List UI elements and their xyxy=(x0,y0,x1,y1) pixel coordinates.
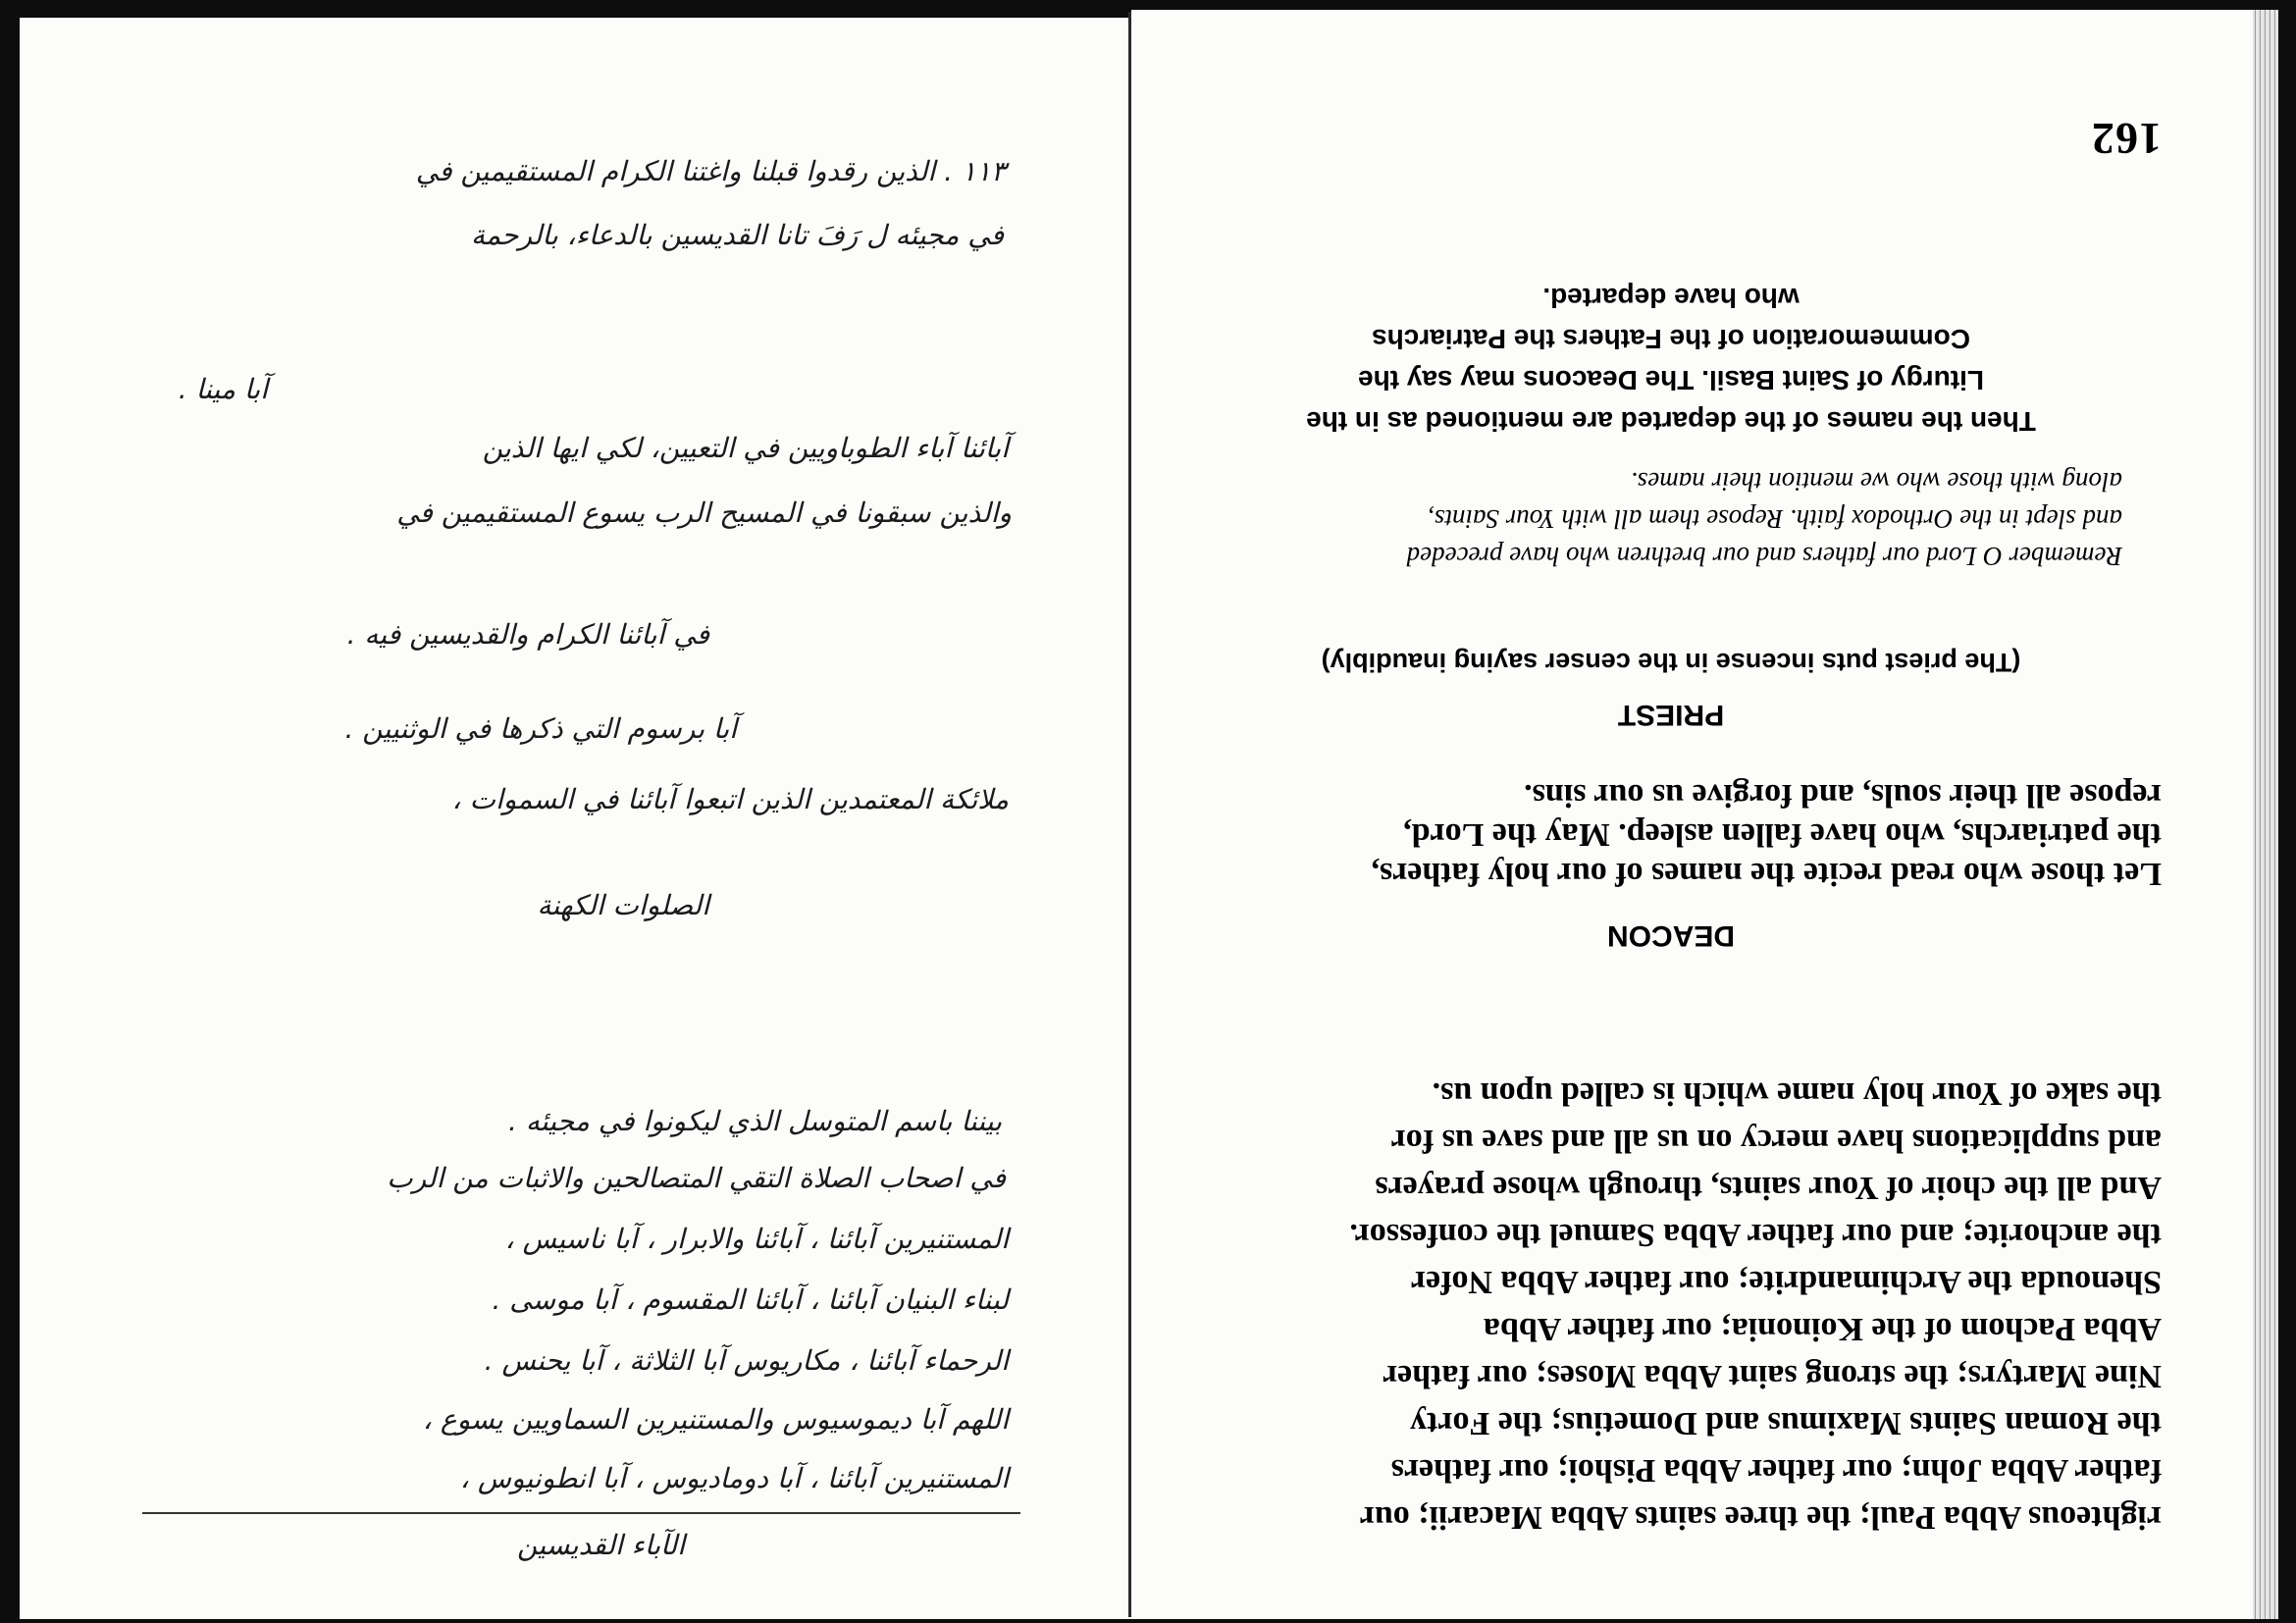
rubric-line: Commemoration of the Fathers the Patriarchs xyxy=(1372,324,1970,354)
saints-line: and supplications have mercy on us all and save us for xyxy=(1390,1123,2162,1159)
saints-line: righteous Abba Paul; the three saints Abba Macarii; our xyxy=(1359,1499,2162,1536)
prayer-line: along with those who we mention their names. xyxy=(1631,467,2122,497)
arabic-line: آبا برسوم التي ذكرها في الوثنيين . xyxy=(344,712,737,745)
arabic-line: المستنيرين آبائنا ، آبائنا والابرار ، آبا ناسيس ، xyxy=(504,1223,1009,1255)
saints-line: And all the choir of Your saints, through whose prayers xyxy=(1375,1170,2162,1206)
arabic-line: ملائكة المعتمدين الذين اتبعوا آبائنا في السموات ، xyxy=(451,783,1009,815)
saints-line: Nine Martyrs; the strong saint Abba Moses; our father xyxy=(1383,1358,2162,1394)
priest-label: PRIEST xyxy=(1617,699,1725,731)
saints-line: the Roman Saints Maximus and Dometius; the Forty xyxy=(1410,1405,2162,1441)
deacon-label: DEACON xyxy=(1607,919,1736,952)
divider-rule xyxy=(142,1512,1020,1514)
page-number: 162 xyxy=(2091,114,2162,164)
left-page xyxy=(20,18,1131,1619)
deacon-line: repose all their souls, and forgive us our sins. xyxy=(1524,777,2162,813)
arabic-line: في اصحاب الصلاة التقي المتصالحين والاثبات من الرب xyxy=(387,1162,1006,1194)
arabic-line: في مجيئه ل رَفَ تانا القديسين بالدعاء، بالرحمة xyxy=(470,219,1004,251)
saints-paragraph xyxy=(1220,1070,2162,1541)
prayer-line: Remember O Lord our fathers and our brethren who have preceded xyxy=(1406,542,2122,571)
saints-line: the sake of Your holy name which is called upon us. xyxy=(1432,1075,2162,1112)
priest-rubric: (The priest puts incense in the censer saying inaudibly) xyxy=(1321,648,2021,677)
deacon-line: the patriarchs, who have fallen asleep. May the Lord, xyxy=(1403,816,2162,853)
arabic-line: الرحماء آبائنا ، مكاريوس آبا الثلاثة ، آبا يحنس . xyxy=(484,1344,1009,1377)
prayer-line: and slept in the Orthodox faith. Repose them all with Your Saints, xyxy=(1428,504,2122,534)
upside-down-page-content xyxy=(1131,10,2271,1619)
deacon-paragraph xyxy=(1220,775,2162,893)
rubric-line: who have departed. xyxy=(1542,283,1800,313)
arabic-line: الصلوات الكهنة xyxy=(537,889,709,921)
arabic-line: آبا مينا . xyxy=(178,373,268,405)
arabic-line: آبائنا آباء الطوباويين في التعيين، لكي ايها الذين xyxy=(482,432,1009,464)
arabic-section-header: الآباء القديسين xyxy=(517,1529,685,1561)
saints-line: father Abba John; our father Abba Pishoi; our fathers xyxy=(1390,1452,2162,1489)
arabic-line: اللهم آبا ديموسيوس والمستنيرين السماويين يسوع ، xyxy=(422,1403,1009,1436)
right-page xyxy=(1131,10,2271,1619)
arabic-line: لبناء البنيان آبائنا ، آبائنا المقسوم ، آبا موسى . xyxy=(492,1283,1009,1316)
arabic-line: في آبائنا الكرام والقديسين فيه . xyxy=(346,618,709,651)
arabic-line: والذين سبقونا في المسيح الرب يسوع المستقيمين في xyxy=(396,497,1012,529)
arabic-line: بيننا باسم المتوسل الذي ليكونوا في مجيئه . xyxy=(508,1105,1002,1137)
saints-line: Shenouda the Archimandrite; our father Abba Nofer xyxy=(1410,1264,2162,1300)
page-edge-stack xyxy=(2253,10,2278,1619)
priest-prayer xyxy=(1200,463,2122,575)
rubric-line: Liturgy of Saint Basil. The Deacons may say the xyxy=(1358,365,1984,395)
arabic-text-block xyxy=(20,18,1131,1619)
arabic-line: ١١٣ . الذين رقدوا قبلنا واغتنا الكرام المستقيمين في xyxy=(415,155,1006,187)
arabic-line: المستنيرين آبائنا ، آبا دوماديوس ، آبا انطونيوس ، xyxy=(459,1462,1009,1494)
saints-line: Abba Pachom of the Koinonia; our father Abba xyxy=(1483,1311,2162,1347)
saints-line: the anchorite; and our father Abba Samuel the confessor. xyxy=(1349,1217,2162,1253)
rubric-heading xyxy=(1180,277,2162,442)
deacon-line: Let those who read recite the names of our holy fathers, xyxy=(1371,856,2162,892)
rubric-line: Then the names of the departed are mentioned as in the xyxy=(1306,406,2036,437)
